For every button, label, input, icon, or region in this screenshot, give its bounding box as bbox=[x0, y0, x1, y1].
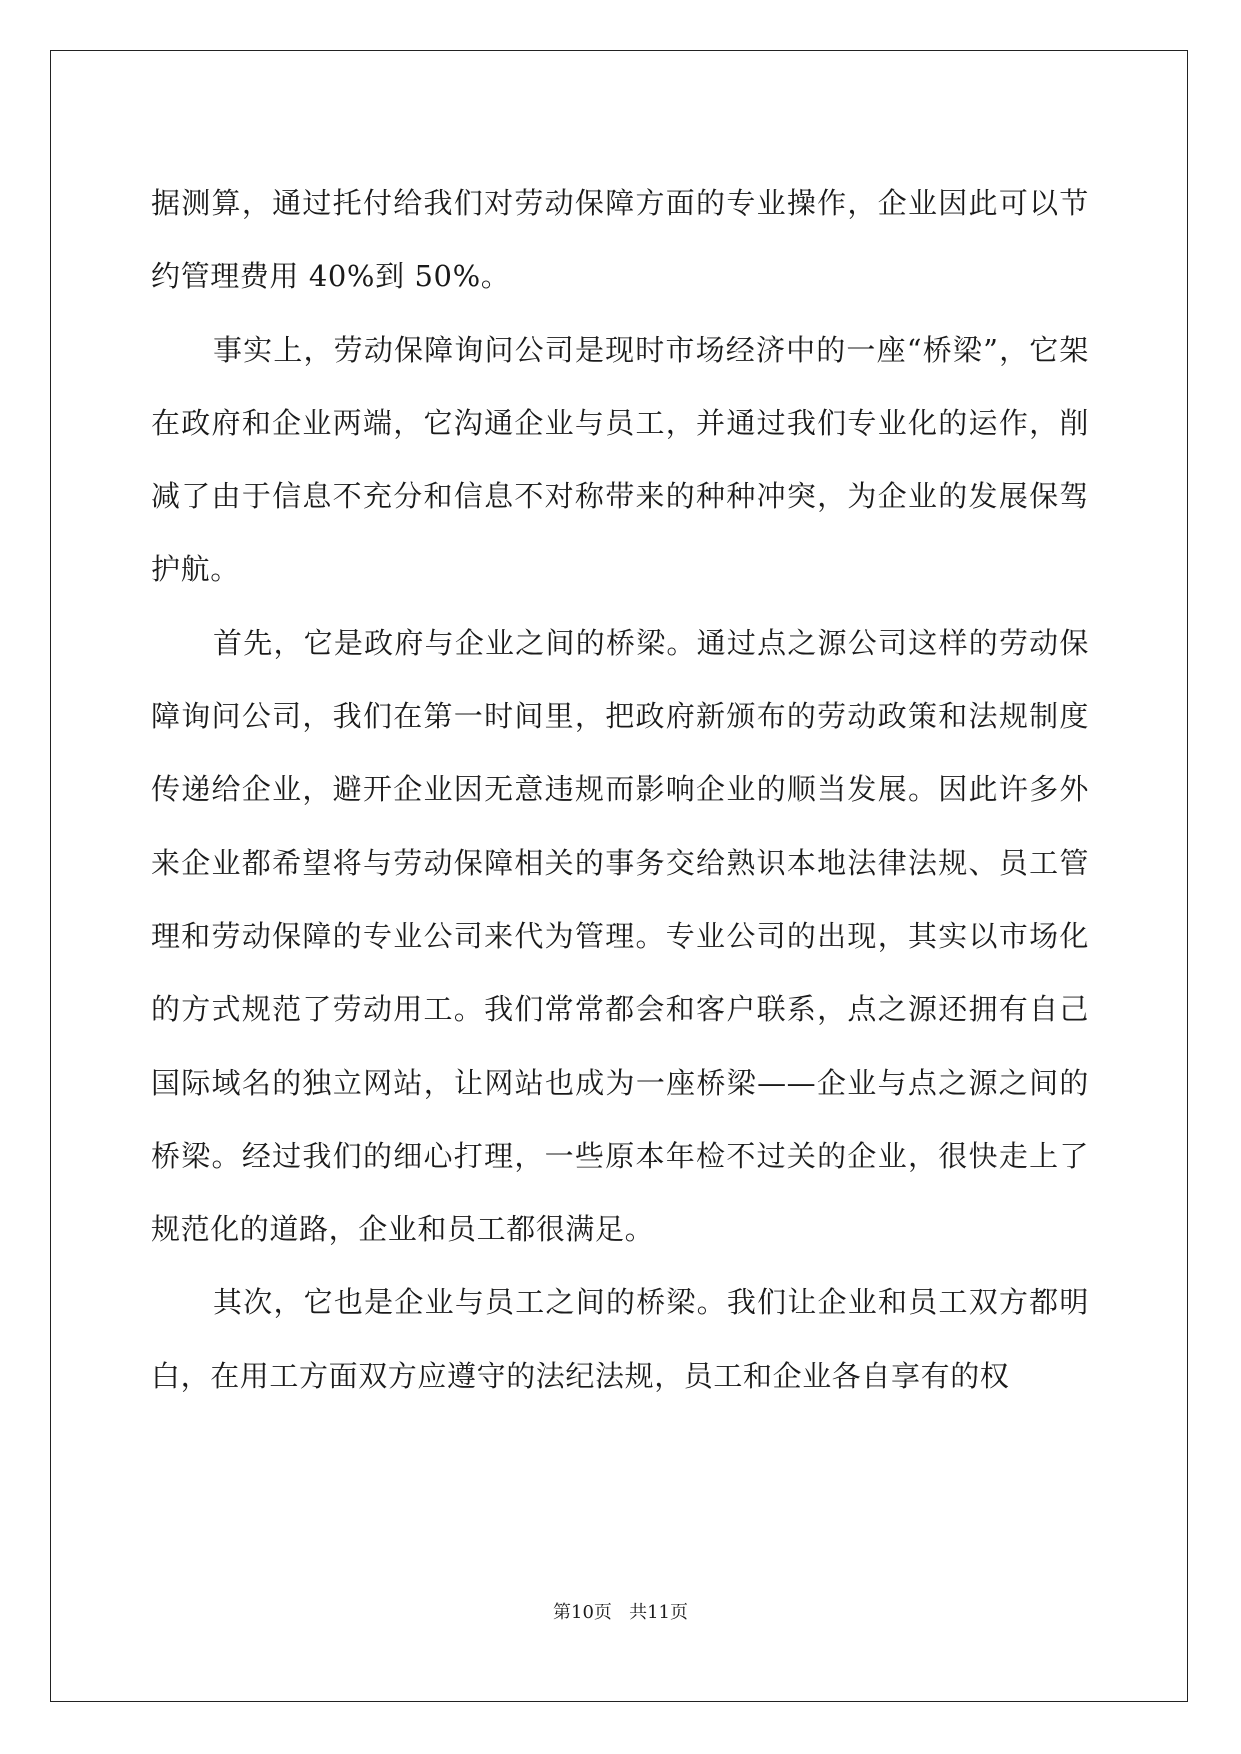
page-number-footer: 第10页 共11页 bbox=[553, 1602, 688, 1623]
paragraph-1: 据测算，通过托付给我们对劳动保障方面的专业操作，企业因此可以节约管理费用 40%到 50%。 bbox=[151, 186, 1089, 294]
document-body bbox=[151, 167, 1089, 1413]
paragraph-2: 事实上，劳动保障询问公司是现时市场经济中的一座“桥梁”，它架在政府和企业两端，它沟通企业与员工，并通过我们专业化的运作，削减了由于信息不充分和信息不对称带来的种种冲突，为企业的发展保驾护航。 bbox=[151, 332, 1089, 587]
paragraph-4: 其次，它也是企业与员工之间的桥梁。我们让企业和员工双方都明白，在用工方面双方应遵守的法纪法规，员工和企业各自享有的权 bbox=[151, 1285, 1089, 1393]
paragraph-3: 首先，它是政府与企业之间的桥梁。通过点之源公司这样的劳动保障询问公司，我们在第一时间里，把政府新颁布的劳动政策和法规制度传递给企业，避开企业因无意违规而影响企业的顺当发展。因此许多外来企业都希望将与劳动保障相关的事务交给熟识本地法律法规、员工管理和劳动保障的专业公司来代为管理。专业公司的出现，其实以市场化的方式规范了劳动用工。我们常常都会和客户联系，点之源还拥有自己国际域名的独立网站，让网站也成为一座桥梁——企业与点之源之间的桥梁。经过我们的细心打理，一些原本年检不过关的企业，很快走上了规范化的道路，企业和员工都很满足。 bbox=[151, 625, 1089, 1247]
